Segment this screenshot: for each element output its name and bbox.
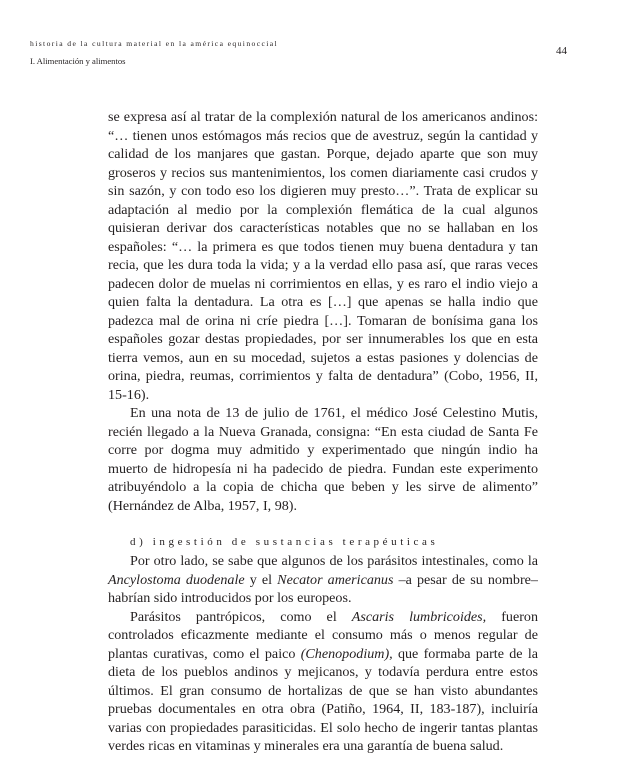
paragraph-3-taxon-necator: Necator americanus [277, 571, 394, 588]
paragraph-3-text-e: –a pesar de su nombre– habrían sido introducidos por los europeos. [108, 571, 538, 606]
paragraph-1: se expresa así al tratar de la complexión natural de los americanos andinos: “… tienen unos estómagos más recios que de avestruz, según la cantidad y calidad de los manjares que gastan. Porque, dejado aparte que son muy groseros y recios sus mantenimientos, los comen diariamente casi crudos y sin sazón, y con todo eso los digieren muy presto…”. Trata de explicar su adaptación al medio por la complexión flemática de la cual algunos quisieran derivar dos características notables que no se hallaban en los españoles: “… la primera es que todos tienen muy buena dentadura y tan recia, que les dura toda la vida; y a la verdad ello pasa así, que raras veces padecen dolor de muelas ni corrimientos en ellas, y es raro el indio viejo a quien falta la dentadura. La otra es […] que apenas se halla indio que padezca mal de orina ni críe piedra […]. Tomaran de bonísima gana los españoles gozar destas propiedades, por ser innumerables los que en esta tierra vemos, aun en su mocedad, sujetos a estas pasiones y dolencias de orina, piedra, reumas, corrimientos y falta de dentadura” (Cobo, 1956, II, 15-16). [108, 109, 538, 403]
paragraph-3 [108, 552, 538, 608]
page-number: 44 [556, 45, 567, 57]
paragraph-4-text-a: Parásitos pantrópicos, como el [130, 608, 352, 625]
running-title: historia de la cultura material en la américa equinoccial [30, 39, 279, 48]
paragraph-4-taxon-chenopodium: (Chenopodium), [300, 645, 393, 662]
paragraph-4-text-c: fueron controlados eficazmente mediante el consumo más o menos regular de plantas curativas, como el paico [108, 608, 539, 662]
running-subtitle: I. Alimentación y alimentos [30, 56, 126, 66]
section-heading: d) ingestión de sustancias terapéuticas [130, 536, 439, 548]
paragraph-2: En una nota de 13 de julio de 1761, el médico José Celestino Mutis, recién llegado a la Nueva Granada, consigna: “En esta ciudad de Santa Fe corre por dogma muy admitido y experimentado que ningún indio ha muerto de hidropesía ni ha padecido de piedra. Fundan este experimento atribuyéndolo a la copia de chicha que beben y les sirve de alimento” (Hernández de Alba, 1957, I, 98). [108, 405, 538, 514]
paragraph-4-text-e: que formaba parte de la dieta de los pueblos andinos y mejicanos, y todavía perdura entre estos últimos. El gran consumo de hortalizas de que se han visto abundantes pruebas documentales en otra obra (Patiño, 1964, II, 183-187), incluiría varias con propiedades parasiticidas. El solo hecho de ingerir tantas plantas verdes ricas en vitaminas y minerales era una garantía de buena salud. [108, 645, 538, 754]
paragraph-3-text-a: Por otro lado, se sabe que algunos de los parásitos intestinales, como la [130, 553, 538, 569]
paragraph-3-text-c: y el [244, 571, 278, 588]
paragraph-3-taxon-ancylostoma: Ancylostoma duodenale [108, 571, 245, 588]
body-text [108, 108, 538, 756]
paragraph-4 [108, 608, 538, 756]
paragraph-4-taxon-ascaris: Ascaris lumbricoides, [351, 608, 487, 625]
